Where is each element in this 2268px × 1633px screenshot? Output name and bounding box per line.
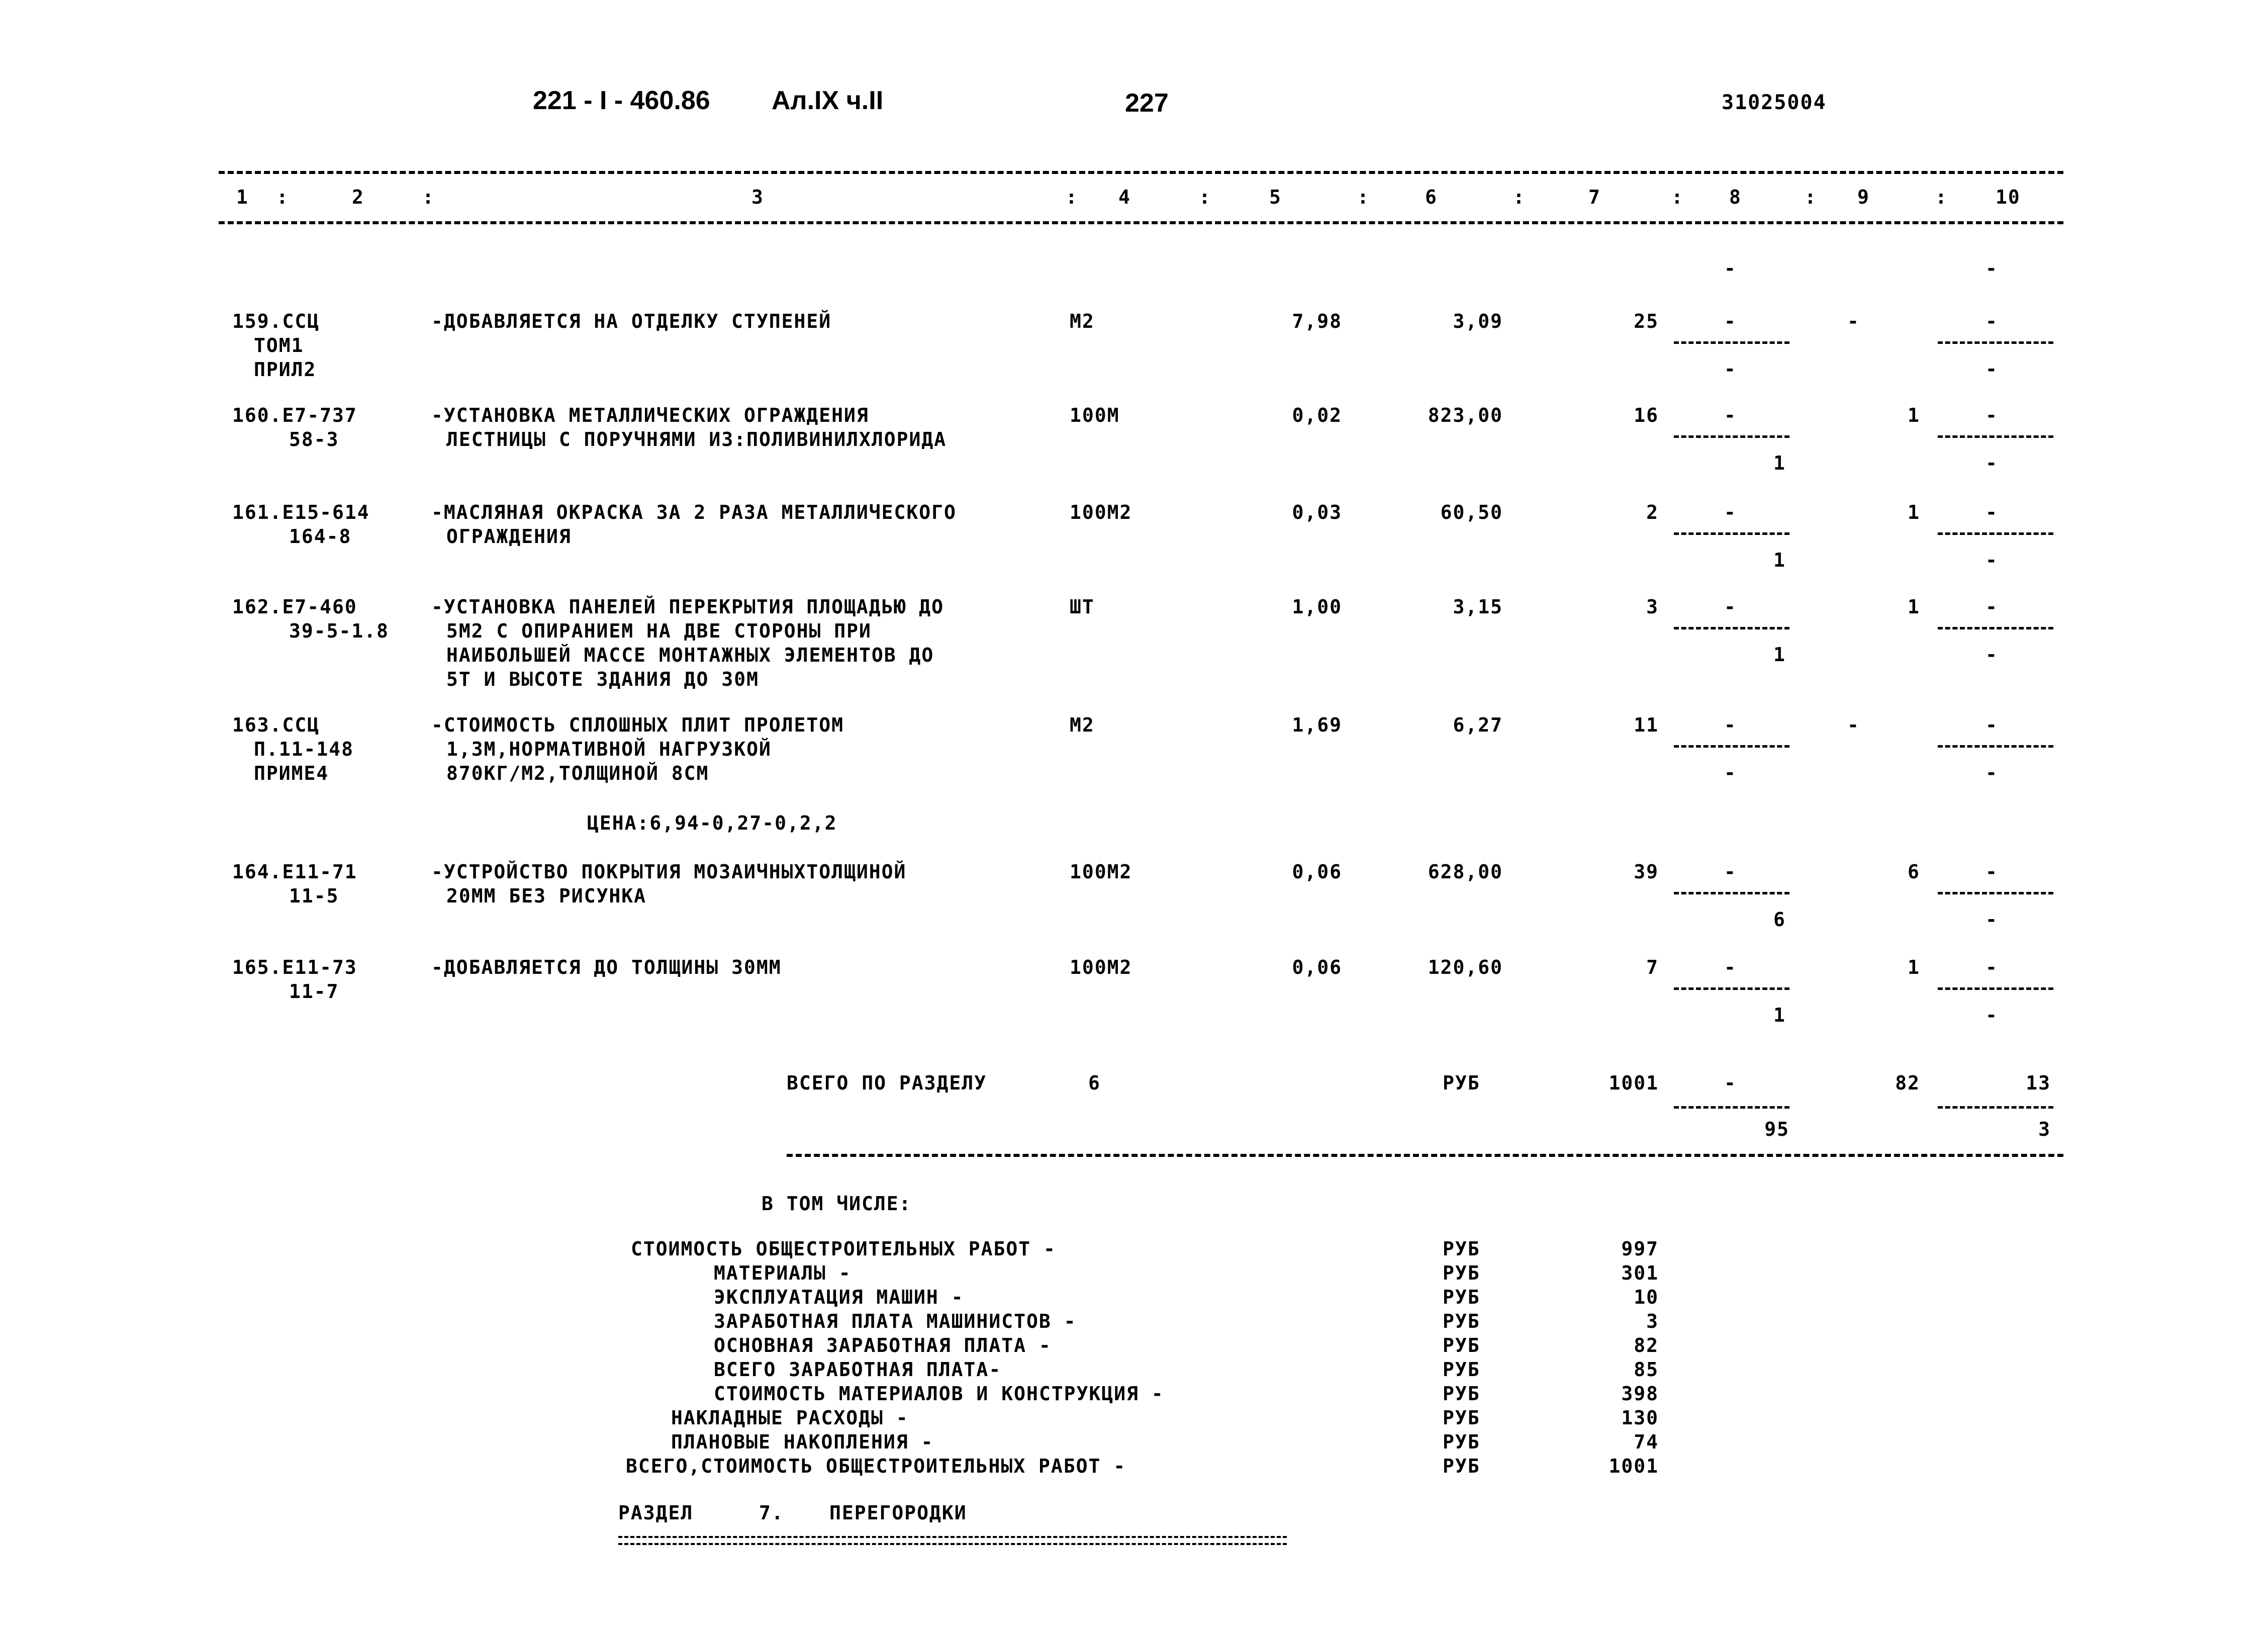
column-header-5: 5 (1269, 186, 1282, 208)
row-col8-fraction-line (1674, 745, 1789, 748)
breakdown-unit: РУБ (1443, 1455, 1480, 1477)
breakdown-value: 130 (1621, 1407, 1659, 1429)
breakdown-unit: РУБ (1443, 1383, 1480, 1405)
row-col10-fraction-line (1938, 987, 2053, 990)
row-col10-top: - (1986, 404, 1998, 426)
row-col10-top: - (1986, 956, 1998, 978)
row-description: -УСТАНОВКА ПАНЕЛЕЙ ПЕРЕКРЫТИЯ ПЛОЩАДЬЮ ДО (431, 596, 944, 618)
top-mark-col10: - (1986, 257, 1998, 280)
document-code: 221 - I - 460.86 (533, 86, 710, 115)
row-description: -МАСЛЯНАЯ ОКРАСКА ЗА 2 РАЗА МЕТАЛЛИЧЕСКОГО (431, 501, 957, 523)
row-unit-price: 3,15 (1453, 596, 1503, 618)
row-col8-top: - (1724, 714, 1737, 736)
section-total-col9: 82 (1895, 1072, 1920, 1094)
breakdown-value: 398 (1621, 1383, 1659, 1405)
row-col8-top: - (1724, 404, 1737, 426)
row-description: ЛЕСТНИЦЫ С ПОРУЧНЯМИ ИЗ:ПОЛИВИНИЛХЛОРИДА (446, 428, 947, 450)
row-col9: 1 (1908, 404, 1920, 426)
row-description: 5Т И ВЫСОТЕ ЗДАНИЯ ДО 30М (446, 668, 759, 690)
row-total: 2 (1646, 501, 1659, 523)
breakdown-unit: РУБ (1443, 1310, 1480, 1332)
row-total: 3 (1646, 596, 1659, 618)
row-col10-bottom: - (1986, 358, 1998, 380)
row-col10-bottom: - (1986, 762, 1998, 784)
row-quantity: 0,06 (1292, 861, 1342, 883)
row-col9: 6 (1908, 861, 1920, 883)
column-separator: : (1671, 186, 1684, 208)
row-col10-fraction-line (1938, 532, 2053, 535)
row-quantity: 0,03 (1292, 501, 1342, 523)
next-section-double-rule (618, 1536, 1287, 1545)
section-total-amount: 1001 (1609, 1072, 1659, 1094)
row-col10-fraction-line (1938, 745, 2053, 748)
row-col10-fraction-line (1938, 341, 2053, 344)
row-col8-top: - (1724, 596, 1737, 618)
column-separator: : (1199, 186, 1211, 208)
column-separator: : (1805, 186, 1817, 208)
section-total-count: 6 (1088, 1072, 1101, 1094)
row-unit-price: 3,09 (1453, 310, 1503, 332)
breakdown-value: 74 (1634, 1431, 1659, 1453)
column-header-8: 8 (1729, 186, 1742, 208)
row-unit: М2 (1070, 714, 1095, 736)
breakdown-value: 3 (1646, 1310, 1659, 1332)
row-description: -ДОБАВЛЯЕТСЯ НА ОТДЕЛКУ СТУПЕНЕЙ (431, 310, 832, 332)
breakdown-unit: РУБ (1443, 1286, 1480, 1308)
breakdown-unit: РУБ (1443, 1431, 1480, 1453)
row-col8-top: - (1724, 861, 1737, 883)
row-quantity: 0,02 (1292, 404, 1342, 426)
row-col9: 1 (1908, 501, 1920, 523)
column-separator: : (1066, 186, 1078, 208)
row-quantity: 0,06 (1292, 956, 1342, 978)
row-total: 7 (1646, 956, 1659, 978)
row-description: ОГРАЖДЕНИЯ (446, 525, 572, 548)
breakdown-value: 82 (1634, 1334, 1659, 1356)
row-description: -УСТРОЙСТВО ПОКРЫТИЯ МОЗАИЧНЫХТОЛЩИНОЙ (431, 861, 907, 883)
row-quantity: 1,69 (1292, 714, 1342, 736)
column-header-7: 7 (1588, 186, 1601, 208)
row-total: 16 (1634, 404, 1659, 426)
row-unit-price: 120,60 (1428, 956, 1503, 978)
column-separator: : (1357, 186, 1370, 208)
column-header-3: 3 (751, 186, 764, 208)
next-section-title: ПЕРЕГОРОДКИ (829, 1502, 967, 1524)
row-col8-fraction-line (1674, 987, 1789, 990)
row-quantity: 1,00 (1292, 596, 1342, 618)
breakdown-unit: РУБ (1443, 1407, 1480, 1429)
document-id: 31025004 (1722, 91, 1827, 114)
row-quantity: 7,98 (1292, 310, 1342, 332)
column-header-9: 9 (1857, 186, 1870, 208)
section-total-label: ВСЕГО ПО РАЗДЕЛУ (787, 1072, 987, 1094)
section-total-col10-bottom: 3 (2038, 1118, 2051, 1140)
row-unit: ШТ (1070, 596, 1095, 618)
breakdown-title: В ТОМ ЧИСЛЕ: (762, 1193, 912, 1215)
page-number: 227 (1125, 88, 1169, 118)
row-code: П.11-148 (254, 738, 354, 760)
breakdown-label: НАКЛАДНЫЕ РАСХОДЫ - (671, 1407, 909, 1429)
row-col8-fraction-line (1674, 341, 1789, 344)
breakdown-label: ВСЕГО ЗАРАБОТНАЯ ПЛАТА- (714, 1358, 1002, 1381)
next-section-label: РАЗДЕЛ (618, 1502, 694, 1524)
row-col10-top: - (1986, 861, 1998, 883)
row-description: -УСТАНОВКА МЕТАЛЛИЧЕСКИХ ОГРАЖДЕНИЯ (431, 404, 869, 426)
row-code: 163.ССЦ (232, 714, 320, 736)
row-col10-bottom: - (1986, 452, 1998, 474)
album-reference: Ал.IX ч.II (772, 86, 884, 115)
row-code: 11-7 (289, 980, 339, 1003)
row-col10-bottom: - (1986, 1004, 1998, 1026)
row-description: 1,3М,НОРМАТИВНОЙ НАГРУЗКОЙ (446, 738, 772, 760)
row-col9: - (1847, 714, 1860, 736)
row-total: 11 (1634, 714, 1659, 736)
column-separator: : (1935, 186, 1948, 208)
row-col10-fraction-line (1938, 892, 2053, 894)
breakdown-value: 997 (1621, 1238, 1659, 1260)
breakdown-value: 301 (1621, 1262, 1659, 1284)
row-col10-bottom: - (1986, 549, 1998, 571)
row-col8-bottom: - (1724, 358, 1737, 380)
breakdown-label: ЭКСПЛУАТАЦИЯ МАШИН - (714, 1286, 964, 1308)
row-code: ТОМ1 (254, 334, 304, 356)
section-total-col10-top: 13 (2026, 1072, 2051, 1094)
row-code: 165.Е11-73 (232, 956, 357, 978)
row-code: 159.ССЦ (232, 310, 320, 332)
row-col10-top: - (1986, 714, 1998, 736)
column-header-1: 1 (236, 186, 249, 208)
breakdown-label: МАТЕРИАЛЫ - (714, 1262, 852, 1284)
row-total: 25 (1634, 310, 1659, 332)
row-col10-fraction-line (1938, 435, 2053, 438)
row-col9: 1 (1908, 596, 1920, 618)
row-description: 870КГ/М2,ТОЛЩИНОЙ 8СМ (446, 762, 709, 784)
row-col8-bottom: - (1724, 762, 1737, 784)
row-code: 11-5 (289, 885, 339, 907)
row-code: 162.Е7-460 (232, 596, 357, 618)
section-total-rule (787, 1154, 2063, 1157)
breakdown-value: 1001 (1609, 1455, 1659, 1477)
row-col10-fraction-line (1938, 627, 2053, 629)
row-col8-fraction-line (1674, 532, 1789, 535)
row-col8-top: - (1724, 956, 1737, 978)
breakdown-unit: РУБ (1443, 1358, 1480, 1381)
section-total-unit: РУБ (1443, 1072, 1480, 1094)
row-unit: 100М2 (1070, 861, 1132, 883)
row-code: ПРИМЕ4 (254, 762, 329, 784)
header-rule-top (219, 171, 2063, 174)
row-unit-price: 6,27 (1453, 714, 1503, 736)
row-col10-bottom: - (1986, 909, 1998, 931)
row-description: 5М2 С ОПИРАНИЕМ НА ДВЕ СТОРОНЫ ПРИ (446, 620, 872, 642)
row-unit-price: 823,00 (1428, 404, 1503, 426)
row-col10-bottom: - (1986, 644, 1998, 666)
row-col10-top: - (1986, 310, 1998, 332)
row-unit-price: 60,50 (1440, 501, 1503, 523)
row-col8-bottom: 1 (1773, 644, 1786, 666)
next-section-number: 7. (759, 1502, 784, 1524)
column-separator: : (1513, 186, 1526, 208)
breakdown-label: СТОИМОСТЬ ОБЩЕСТРОИТЕЛЬНЫХ РАБОТ - (631, 1238, 1056, 1260)
row-price-note: ЦЕНА:6,94-0,27-0,2,2 (587, 812, 837, 834)
row-col8-top: - (1724, 501, 1737, 523)
row-description: 20ММ БЕЗ РИСУНКА (446, 885, 647, 907)
row-col8-bottom: 6 (1773, 909, 1786, 931)
row-unit-price: 628,00 (1428, 861, 1503, 883)
row-description: -СТОИМОСТЬ СПЛОШНЫХ ПЛИТ ПРОЛЕТОМ (431, 714, 844, 736)
section-total-col8-fraction-line (1674, 1106, 1789, 1109)
row-col8-bottom: 1 (1773, 549, 1786, 571)
row-col10-top: - (1986, 501, 1998, 523)
row-code: 161.Е15-614 (232, 501, 370, 523)
row-total: 39 (1634, 861, 1659, 883)
breakdown-label: ЗАРАБОТНАЯ ПЛАТА МАШИНИСТОВ - (714, 1310, 1077, 1332)
header-rule-bottom (219, 221, 2063, 224)
row-unit: 100М (1070, 404, 1120, 426)
row-col8-fraction-line (1674, 435, 1789, 438)
row-unit: 100М2 (1070, 501, 1132, 523)
breakdown-unit: РУБ (1443, 1334, 1480, 1356)
breakdown-label: ОСНОВНАЯ ЗАРАБОТНАЯ ПЛАТА - (714, 1334, 1052, 1356)
breakdown-unit: РУБ (1443, 1262, 1480, 1284)
row-col9: - (1847, 310, 1860, 332)
row-col8-fraction-line (1674, 892, 1789, 894)
row-description: -ДОБАВЛЯЕТСЯ ДО ТОЛЩИНЫ 30ММ (431, 956, 782, 978)
row-code: 160.Е7-737 (232, 404, 357, 426)
row-col8-top: - (1724, 310, 1737, 332)
breakdown-value: 85 (1634, 1358, 1659, 1381)
column-header-4: 4 (1118, 186, 1131, 208)
row-col8-fraction-line (1674, 627, 1789, 629)
row-unit: 100М2 (1070, 956, 1132, 978)
row-description: НАИБОЛЬШЕЙ МАССЕ МОНТАЖНЫХ ЭЛЕМЕНТОВ ДО (446, 644, 934, 666)
row-col9: 1 (1908, 956, 1920, 978)
row-col8-bottom: 1 (1773, 452, 1786, 474)
top-mark-col8: - (1724, 257, 1737, 280)
breakdown-label: ПЛАНОВЫЕ НАКОПЛЕНИЯ - (671, 1431, 934, 1453)
breakdown-value: 10 (1634, 1286, 1659, 1308)
column-separator: : (422, 186, 435, 208)
row-code: 58-3 (289, 428, 339, 450)
row-code: ПРИЛ2 (254, 358, 317, 381)
section-total-col10-fraction-line (1938, 1106, 2053, 1109)
row-col8-bottom: 1 (1773, 1004, 1786, 1026)
breakdown-label: СТОИМОСТЬ МАТЕРИАЛОВ И КОНСТРУКЦИЯ - (714, 1383, 1164, 1405)
section-total-col8-top: - (1724, 1072, 1737, 1094)
breakdown-unit: РУБ (1443, 1238, 1480, 1260)
column-header-2: 2 (352, 186, 364, 208)
section-total-col8-bottom: 95 (1764, 1118, 1789, 1140)
row-unit: М2 (1070, 310, 1095, 332)
row-code: 164-8 (289, 525, 352, 548)
row-col10-top: - (1986, 596, 1998, 618)
breakdown-label: ВСЕГО,СТОИМОСТЬ ОБЩЕСТРОИТЕЛЬНЫХ РАБОТ - (626, 1455, 1126, 1477)
row-code: 164.Е11-71 (232, 861, 357, 883)
column-header-6: 6 (1425, 186, 1438, 208)
column-header-10: 10 (1996, 186, 2021, 208)
column-separator: : (276, 186, 289, 208)
row-code: 39-5-1.8 (289, 620, 390, 642)
